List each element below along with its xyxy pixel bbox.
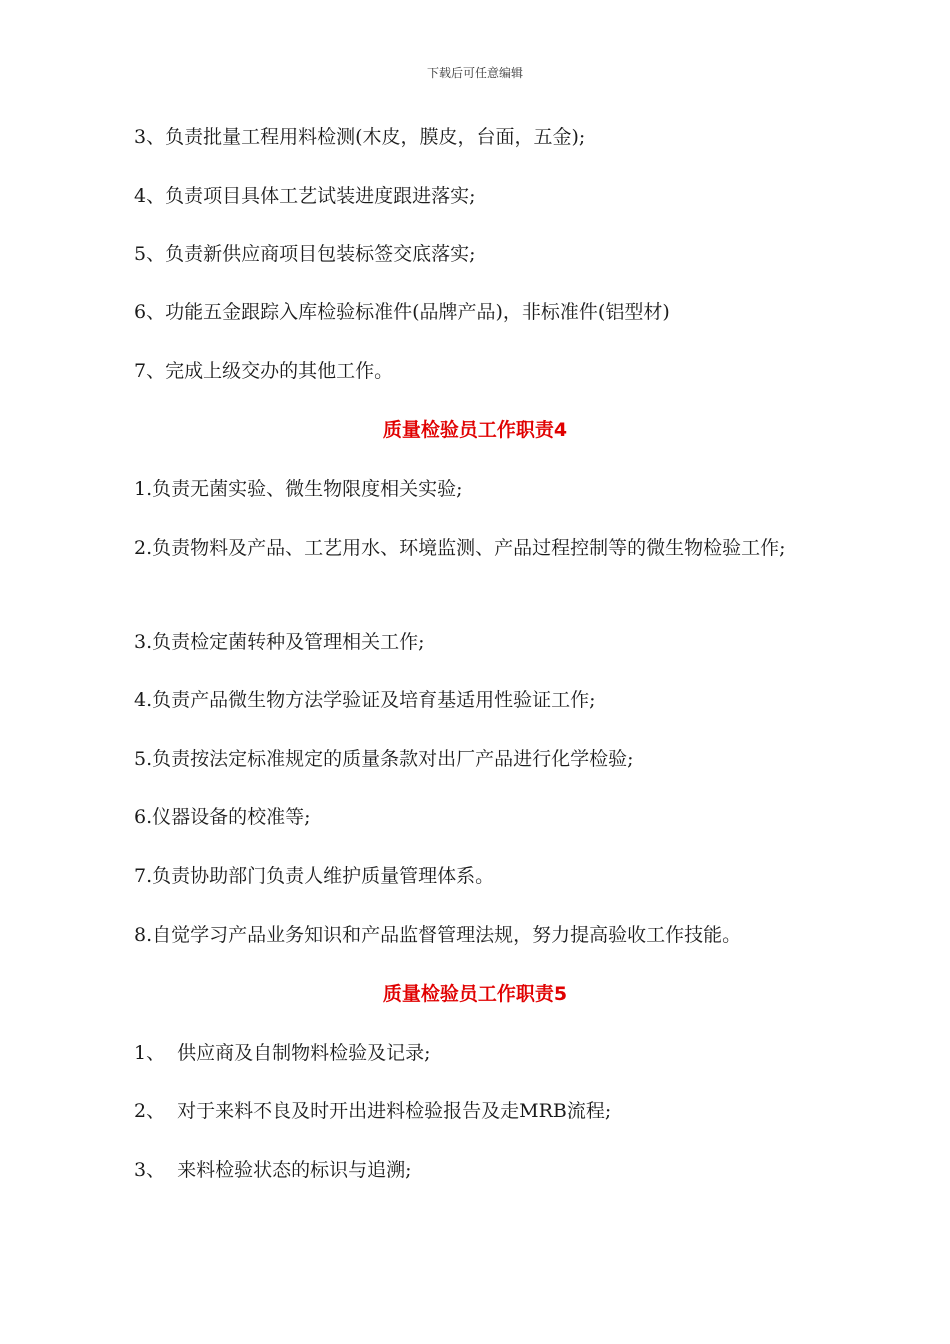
paragraph: 5、负责新供应商项目包装标签交底落实; bbox=[134, 243, 476, 265]
list-item: 7.负责协助部门负责人维护质量管理体系。 bbox=[134, 865, 495, 887]
list-item: 5.负责按法定标准规定的质量条款对出厂产品进行化学检验; bbox=[134, 748, 634, 770]
page-header: 下载后可任意编辑 bbox=[426, 66, 523, 80]
list-item: 1.负责无菌实验、微生物限度相关实验; bbox=[134, 478, 463, 500]
section-heading: 质量检验员工作职责4 bbox=[382, 419, 568, 441]
list-item: 2.负责物料及产品、工艺用水、环境监测、产品过程控制等的微生物检验工作; bbox=[134, 537, 786, 559]
list-item: 1、 供应商及自制物料检验及记录; bbox=[134, 1042, 431, 1064]
paragraph: 7、完成上级交办的其他工作。 bbox=[134, 360, 394, 382]
paragraph: 6、功能五金跟踪入库检验标准件(品牌产品)，非标准件(铝型材) bbox=[134, 301, 670, 323]
section-heading: 质量检验员工作职责5 bbox=[382, 983, 568, 1005]
list-item: 4.负责产品微生物方法学验证及培育基适用性验证工作; bbox=[134, 689, 596, 711]
list-item: 3.负责检定菌转种及管理相关工作; bbox=[134, 631, 425, 653]
list-item: 2、 对于来料不良及时开出进料检验报告及走MRB流程; bbox=[134, 1100, 612, 1122]
paragraph: 3、负责批量工程用料检测(木皮，膜皮，台面，五金); bbox=[134, 126, 586, 148]
list-item: 3、 来料检验状态的标识与追溯; bbox=[134, 1159, 412, 1181]
list-item: 8.自觉学习产品业务知识和产品监督管理法规，努力提高验收工作技能。 bbox=[134, 924, 742, 946]
paragraph: 4、负责项目具体工艺试装进度跟进落实; bbox=[134, 185, 476, 207]
list-item: 6.仪器设备的校准等; bbox=[134, 806, 311, 828]
